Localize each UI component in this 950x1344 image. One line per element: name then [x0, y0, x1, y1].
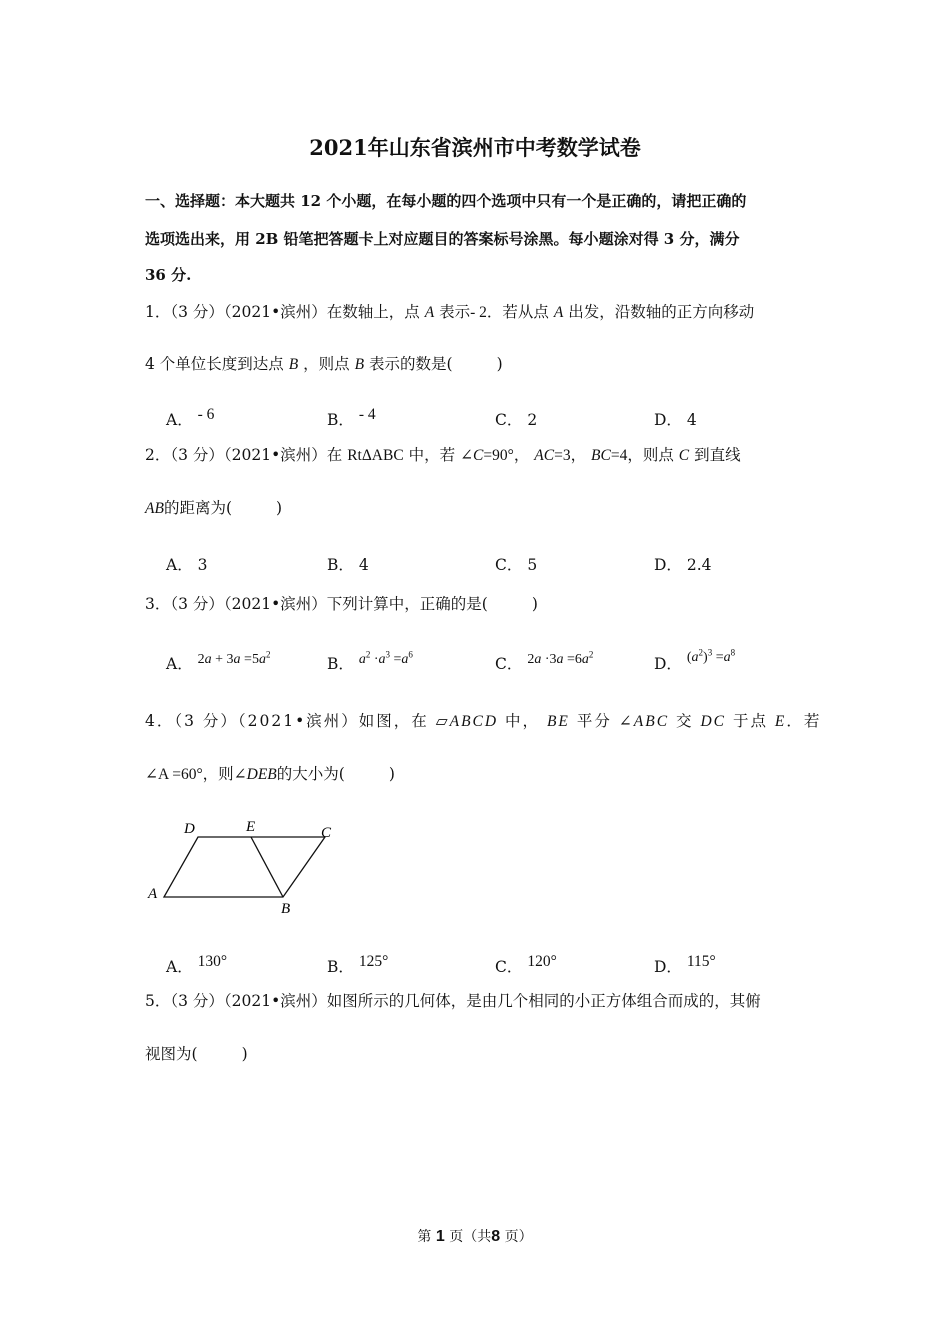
q3-option-b: B． $a^2 \cdot a^3 =a^6$	[327, 649, 413, 673]
segment-be	[251, 837, 283, 897]
parallelogram-abcd	[164, 837, 325, 897]
question-5-line2: 视图为( )	[145, 1045, 248, 1063]
q3-option-d: D． $(a^2)^3 =a^8$	[654, 647, 736, 673]
q1-option-b: B． - 4	[327, 406, 376, 429]
q2-option-c: C． 5	[495, 556, 538, 574]
question-4-line2: ∠A =60°，则∠DEB的大小为( )	[145, 765, 395, 783]
question-2-line2: AB的距离为( )	[145, 499, 283, 517]
section-instruction-line2: 选项选出来，用 2B 铅笔把答题卡上对应题目的答案标号涂黑。每小题涂对得 3 分，满分	[145, 230, 740, 248]
q1-option-c: C． 2	[495, 411, 538, 429]
label-c: C	[321, 825, 332, 841]
label-a: A	[148, 886, 158, 902]
q4-option-a: A． 130°	[166, 953, 228, 976]
parallelogram-figure	[140, 812, 350, 922]
q1-option-d: D． 4	[654, 411, 697, 429]
q4-option-b: B． 125°	[327, 953, 389, 976]
q4-option-d: D． 115°	[654, 953, 716, 976]
question-1-line2: 4 个单位长度到达点 B ，则点 B 表示的数是( )	[145, 355, 503, 373]
label-e: E	[246, 819, 256, 835]
q3-option-a: A． $2a + 3a =5a^2$	[166, 649, 271, 673]
question-2-line1: 2．（3 分）（2021•滨州）在 RtΔABC 中，若 ∠C=90°， AC=3， BC=4，则点 C 到直线	[145, 446, 741, 464]
question-5-line1: 5．（3 分）（2021•滨州）如图所示的几何体，是由几个相同的小正方体组合而成的，其俯	[145, 992, 761, 1010]
label-b: B	[281, 901, 291, 917]
q4-option-c: C． 120°	[495, 953, 557, 976]
page-footer: 第 1 页（共8 页）	[417, 1228, 533, 1245]
q2-option-d: D． 2.4	[654, 556, 712, 574]
question-3-line1: 3．（3 分）（2021•滨州）下列计算中，正确的是( )	[145, 595, 538, 613]
q1-option-a: A． - 6	[166, 406, 215, 429]
page-title: 2021年山东省滨州市中考数学试卷	[309, 135, 641, 160]
q3-option-c: C． $2a \cdot 3a =6a^2$	[495, 649, 594, 673]
label-d: D	[184, 821, 195, 837]
section-instruction-line3: 36 分.	[145, 266, 192, 284]
q2-option-a: A． 3	[166, 556, 208, 574]
q2-option-b: B． 4	[327, 556, 369, 574]
section-instruction-line1: 一、选择题：本大题共 12 个小题，在每小题的四个选项中只有一个是正确的，请把正确的	[145, 192, 747, 210]
question-4-line1: 4．（3 分）（2021•滨州）如图，在 ▱ABCD 中， BE 平分 ∠ABC 交 DC 于点 E．若	[145, 712, 822, 730]
question-1-line1: 1．（3 分）（2021•滨州）在数轴上，点 A 表示- 2．若从点 A 出发，沿数轴的正方向移动	[145, 303, 755, 321]
